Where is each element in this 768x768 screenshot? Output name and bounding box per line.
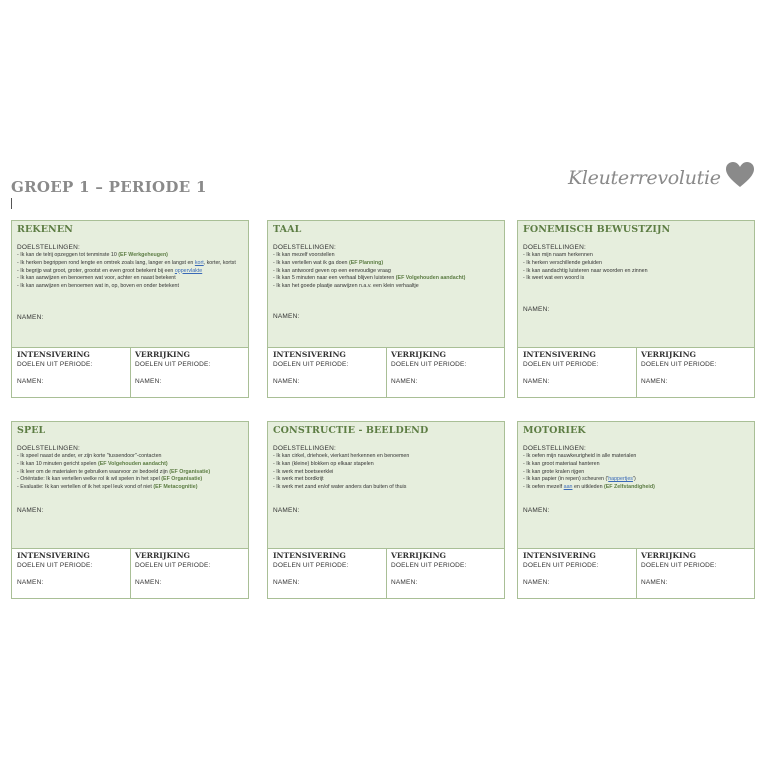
- goal-item: - Ik kan 5 minuten naar een verhaal blijven luisteren (EF Volgehouden aandacht): [273, 275, 466, 282]
- doelstellingen-label: DOELSTELLINGEN:: [273, 445, 336, 452]
- doelen-uit-periode-label: DOELEN UIT PERIODE:: [641, 562, 717, 569]
- goal-item: - Evaluatie: Ik kan vertellen of ik het spel leuk vond of niet (EF Metacognitie): [17, 484, 198, 491]
- doelen-uit-periode-label: DOELEN UIT PERIODE:: [135, 361, 211, 368]
- intensivering-section: [17, 350, 129, 385]
- doelen-uit-periode-label: DOELEN UIT PERIODE:: [523, 361, 599, 368]
- divider: [386, 548, 387, 598]
- ef-tag: (EF Organisatie): [169, 468, 211, 475]
- divider: [636, 548, 637, 598]
- intensivering-section: [273, 551, 385, 586]
- goal-item: - Ik kan antwoord geven op een eenvoudige vraag: [273, 267, 391, 274]
- ef-tag: (EF Zelfstandigheid): [604, 484, 655, 491]
- ef-tag: (EF Organisatie): [161, 476, 203, 483]
- text-cursor: [11, 198, 12, 209]
- card-spel: [11, 421, 249, 599]
- ef-tag: (EF Werkgeheugen): [118, 252, 168, 258]
- intensivering-section: [523, 551, 635, 586]
- card-taal: [267, 220, 505, 398]
- doelen-uit-periode-label: DOELEN UIT PERIODE:: [523, 562, 599, 569]
- goal-item: - Ik werk met zand en/of water anders dan buiten of thuis: [273, 484, 407, 491]
- doelstellingen-label: DOELSTELLINGEN:: [273, 244, 336, 251]
- underlined-word: kort: [194, 259, 204, 266]
- verrijking-title: VERRIJKING: [391, 350, 447, 359]
- card-title: MOTORIEK: [523, 425, 586, 436]
- goals-list: [273, 243, 500, 291]
- verrijking-title: VERRIJKING: [391, 551, 447, 560]
- underlined-word: happertjes: [608, 476, 633, 483]
- namen-label: NAMEN:: [523, 579, 550, 586]
- verrijking-title: VERRIJKING: [641, 551, 697, 560]
- goal-item: - Ik kan vertellen wat ik ga doen (EF Planning): [273, 259, 384, 266]
- card-title: CONSTRUCTIE - BEELDEND: [273, 425, 429, 436]
- namen-label: NAMEN:: [641, 378, 668, 385]
- namen-label: NAMEN:: [273, 507, 300, 514]
- namen-label: NAMEN:: [523, 306, 550, 313]
- goal-item: - Oriëntatie: Ik kan vertellen welke rol ik wil spelen in het spel (EF Organisatie): [17, 476, 203, 483]
- namen-label: NAMEN:: [391, 579, 418, 586]
- goal-item: - Ik herken verschillende geluiden: [523, 259, 602, 266]
- goal-item: - Ik kan mijn naam herkennen: [523, 252, 593, 258]
- goal-item: - Ik kan de telrij opzeggen tot tenminste 10 (EF Werkgeheugen): [17, 252, 168, 258]
- namen-label: NAMEN:: [523, 378, 550, 385]
- goals-list: [17, 444, 244, 492]
- verrijking-section: [135, 350, 247, 385]
- verrijking-title: VERRIJKING: [135, 350, 191, 359]
- ef-tag: (EF Volgehouden aandacht): [395, 275, 466, 282]
- card-title: TAAL: [273, 224, 302, 235]
- card-goals-section: [12, 221, 248, 347]
- logo: [568, 162, 755, 194]
- goal-item: - Ik kan aandachtig luisteren naar woorden en zinnen: [523, 267, 648, 274]
- goal-item: - Ik kan cirkel, driehoek, vierkant herkennen en benoemen: [273, 453, 410, 459]
- doelstellingen-label: DOELSTELLINGEN:: [523, 244, 586, 251]
- goals-list: [523, 243, 750, 283]
- ef-tag: (EF Volgehouden aandacht): [97, 460, 168, 467]
- intensivering-title: INTENSIVERING: [273, 551, 346, 560]
- goal-item: - Ik kan mezelf voorstellen: [273, 252, 335, 258]
- verrijking-section: [391, 551, 503, 586]
- goal-item: - Ik speel naast de ander, er zijn korte "tussendoor"-contacten: [17, 453, 162, 459]
- card-constructie-beeldend: [267, 421, 505, 599]
- verrijking-section: [641, 551, 753, 586]
- doelstellingen-label: DOELSTELLINGEN:: [17, 244, 80, 251]
- intensivering-section: [17, 551, 129, 586]
- intensivering-title: INTENSIVERING: [17, 350, 90, 359]
- goal-item: - Ik kan papier (in repen) scheuren ('happertjes'): [523, 476, 636, 483]
- goals-list: [17, 243, 244, 291]
- ef-tag: (EF Metacognitie): [153, 484, 198, 491]
- verrijking-title: VERRIJKING: [135, 551, 191, 560]
- doelen-uit-periode-label: DOELEN UIT PERIODE:: [273, 562, 349, 569]
- goal-item: - Ik weet wat een woord is: [523, 275, 585, 282]
- card-motoriek: [517, 421, 755, 599]
- divider: [386, 347, 387, 397]
- namen-label: NAMEN:: [17, 579, 44, 586]
- goal-item: - Ik kan grote kralen rijgen: [523, 468, 585, 475]
- goal-item: - Ik werk met bordkrijt: [273, 476, 324, 483]
- verrijking-section: [135, 551, 247, 586]
- divider: [636, 347, 637, 397]
- goal-item: - Ik kan groot materiaal hanteren: [523, 460, 600, 467]
- namen-label: NAMEN:: [17, 507, 44, 514]
- intensivering-title: INTENSIVERING: [273, 350, 346, 359]
- doelen-uit-periode-label: DOELEN UIT PERIODE:: [391, 562, 467, 569]
- intensivering-title: INTENSIVERING: [17, 551, 90, 560]
- doelen-uit-periode-label: DOELEN UIT PERIODE:: [135, 562, 211, 569]
- goal-item: - Ik kan (kleine) blokken op elkaar stapelen: [273, 460, 374, 467]
- intensivering-title: INTENSIVERING: [523, 551, 596, 560]
- intensivering-section: [273, 350, 385, 385]
- card-title: REKENEN: [17, 224, 73, 235]
- doelen-uit-periode-label: DOELEN UIT PERIODE:: [391, 361, 467, 368]
- heart-icon: [725, 161, 755, 189]
- goal-item: - Ik kan het goede plaatje aanwijzen n.a.v. een klein verhaaltje: [273, 283, 419, 290]
- goal-item: - Ik begrijp wat groot, groter, grootst en even groot betekent bij een oppervlakte: [17, 267, 203, 274]
- doelstellingen-label: DOELSTELLINGEN:: [523, 445, 586, 452]
- goal-item: - Ik werk met boetseerklei: [273, 468, 334, 475]
- goals-list: [273, 444, 500, 492]
- doelen-uit-periode-label: DOELEN UIT PERIODE:: [17, 562, 93, 569]
- card-fonemisch-bewustzijn: [517, 220, 755, 398]
- goal-item: - Ik kan aanwijzen en benoemen wat voor, achter en naast betekent: [17, 275, 176, 282]
- namen-label: NAMEN:: [641, 579, 668, 586]
- card-title: FONEMISCH BEWUSTZIJN: [523, 224, 671, 235]
- card-title: SPEL: [17, 425, 46, 436]
- underlined-word: oppervlakte: [174, 267, 203, 274]
- page-title: GROEP 1 – PERIODE 1: [11, 178, 207, 196]
- intensivering-section: [523, 350, 635, 385]
- goal-item: - Ik oefen mijn nauwkeurigheid in alle materialen: [523, 453, 637, 459]
- goal-item: - Ik kan 10 minuten gericht spelen (EF Volgehouden aandacht): [17, 460, 168, 467]
- card-goals-section: [12, 422, 248, 548]
- namen-label: NAMEN:: [523, 507, 550, 514]
- goal-item: - Ik herken begrippen rond lengte en omtrek zoals lang, langer en langst en kort, korter, kortst: [17, 259, 236, 266]
- goals-list: [523, 444, 750, 492]
- doelen-uit-periode-label: DOELEN UIT PERIODE:: [273, 361, 349, 368]
- doelen-uit-periode-label: DOELEN UIT PERIODE:: [17, 361, 93, 368]
- verrijking-section: [641, 350, 753, 385]
- namen-label: NAMEN:: [391, 378, 418, 385]
- doelstellingen-label: DOELSTELLINGEN:: [17, 445, 80, 452]
- divider: [130, 548, 131, 598]
- card-goals-section: [518, 221, 754, 347]
- divider: [130, 347, 131, 397]
- goal-item: - Ik kan aanwijzen en benoemen wat in, op, boven en onder betekent: [17, 283, 179, 290]
- namen-label: NAMEN:: [273, 378, 300, 385]
- namen-label: NAMEN:: [273, 579, 300, 586]
- namen-label: NAMEN:: [135, 378, 162, 385]
- namen-label: NAMEN:: [17, 378, 44, 385]
- doelen-uit-periode-label: DOELEN UIT PERIODE:: [641, 361, 717, 368]
- card-goals-section: [268, 221, 504, 347]
- underlined-word: aan: [563, 484, 573, 491]
- card-goals-section: [518, 422, 754, 548]
- namen-label: NAMEN:: [135, 579, 162, 586]
- goal-item: - Ik oefen mezelf aan en uitkleden (EF Zelfstandigheid): [523, 484, 655, 491]
- namen-label: NAMEN:: [17, 314, 44, 321]
- logo-text: Kleuterrevolutie: [568, 167, 721, 189]
- card-goals-section: [268, 422, 504, 548]
- ef-tag: (EF Planning): [348, 259, 384, 266]
- verrijking-title: VERRIJKING: [641, 350, 697, 359]
- verrijking-section: [391, 350, 503, 385]
- card-rekenen: [11, 220, 249, 398]
- goal-item: - Ik leer om de materialen te gebruiken waarvoor ze bedoeld zijn (EF Organisatie): [17, 468, 211, 475]
- intensivering-title: INTENSIVERING: [523, 350, 596, 359]
- namen-label: NAMEN:: [273, 313, 300, 320]
